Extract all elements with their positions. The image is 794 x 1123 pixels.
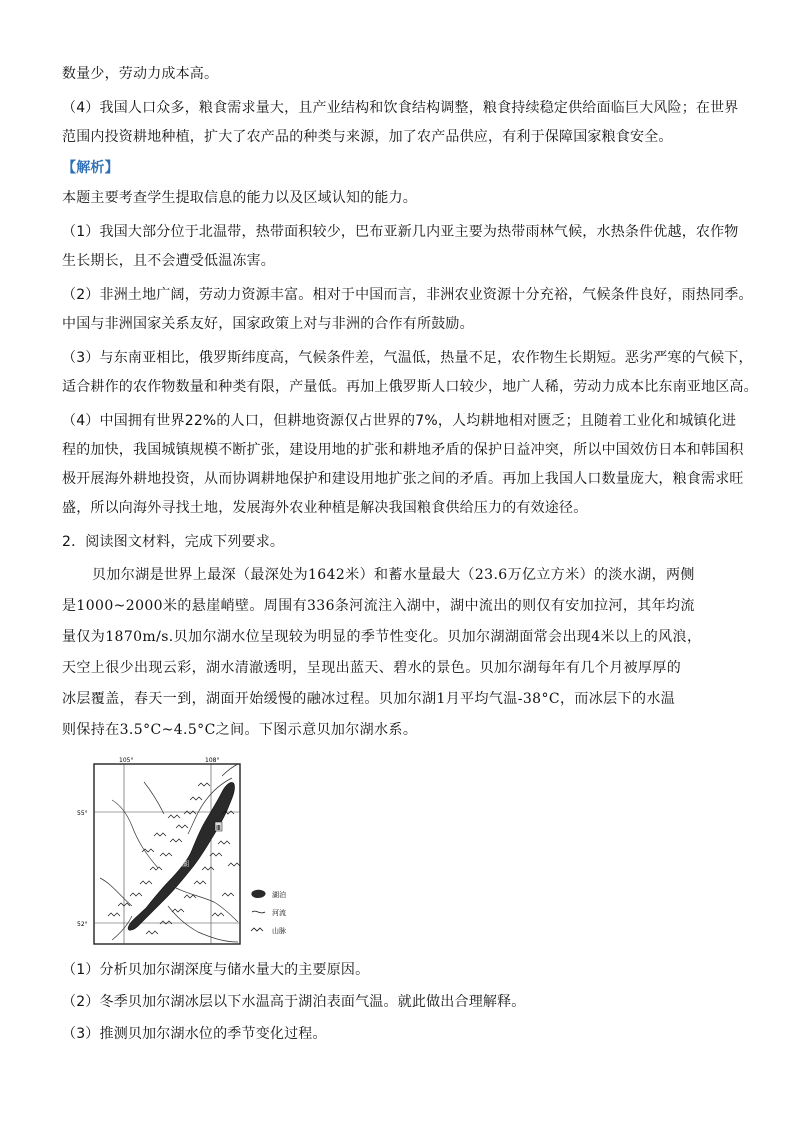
lon-label-108: 108° <box>205 757 220 764</box>
mountain-symbol <box>108 913 120 916</box>
lat-label-55: 55° <box>77 810 88 817</box>
material-line-1: 贝加尔湖是世界上最深（最深处为1642米）和蓄水量最大（23.6万亿立方米）的淡水湖，两侧 <box>92 567 695 583</box>
mountain-symbol <box>130 893 142 896</box>
mountain-symbol <box>228 863 240 866</box>
map-legend <box>251 890 286 935</box>
material-line-4: 天空上很少出现云彩，湖水清澈透明，呈现出蓝天、碧水的景色。贝加尔湖每年有几个月被厚厚的 <box>62 660 682 676</box>
mountain-symbol <box>222 893 234 896</box>
baikal-map <box>72 756 312 948</box>
analysis-2-line-1: （2）非洲土地广阔，劳动力资源丰富。相对于中国而言，非洲农业资源十分充裕，气候条件良好，雨热同季。 <box>62 287 753 303</box>
river <box>176 888 238 922</box>
mountain-symbol <box>150 867 162 870</box>
lake-label-hu: 湖 <box>182 860 189 868</box>
river <box>144 782 164 814</box>
lon-label-105: 105° <box>119 757 134 764</box>
analysis-4-line-2: 程的加快，我国城镇规模不断扩张，建设用地的扩张和耕地矛盾的保护日益冲突，所以中国效仿日本和韩国积 <box>62 442 744 458</box>
material-line-2: 是1000~2000米的悬崖峭壁。周围有336条河流注入湖中，湖中流出的则仅有安加拉河，其年均流 <box>62 598 695 614</box>
mountain-symbol <box>190 797 202 800</box>
analysis-4-line-3: 极开展海外耕地投资，从而协调耕地保护和建设用地扩张之间的矛盾。再加上我国人口数量庞大，粮食需求旺 <box>62 471 744 487</box>
legend-river-symbol <box>252 911 265 913</box>
question-2-3: （3）推测贝加尔湖水位的季节变化过程。 <box>62 1026 327 1042</box>
mountain-symbol <box>170 839 182 842</box>
mountain-symbol <box>176 825 188 828</box>
analysis-3-line-2: 适合耕作的农作物数量和种类有限，产量低。再加上俄罗斯人口较少，地广人稀，劳动力成本比东南亚地区高。 <box>62 379 758 395</box>
mountain-symbol <box>146 931 158 934</box>
analysis-intro: 本题主要考查学生提取信息的能力以及区域认知的能力。 <box>62 190 417 206</box>
legend-lake-symbol <box>251 890 265 898</box>
mountain-symbol <box>210 853 222 856</box>
question-2-heading: 2．阅读图文材料，完成下列要求。 <box>62 534 285 550</box>
mountain-symbol <box>218 841 230 844</box>
text-line: 数量少，劳动力成本高。 <box>62 66 219 82</box>
river <box>112 800 158 868</box>
mountain-symbol <box>160 921 172 924</box>
answer-4-line-1: （4）我国人口众多，粮食需求量大，且产业结构和饮食结构调整，粮食持续稳定供给面临巨大风险；在世界 <box>62 100 739 116</box>
mountain-symbol <box>154 833 166 836</box>
analysis-tag: 【解析】 <box>62 160 119 176</box>
mountain-symbol <box>212 913 224 916</box>
lake-label-3: Ⅲ <box>216 824 221 832</box>
analysis-4-line-4: 盛，所以向海外寻找土地，发展海外农业种植是解决我国粮食供给压力的有效途径。 <box>62 500 588 516</box>
legend-mountain-label: 山脉 <box>272 927 286 935</box>
analysis-3-line-1: （3）与东南亚相比，俄罗斯纬度高，气候条件差，气温低，热量不足，农作物生长期短。恶劣严寒的气候下， <box>62 350 753 366</box>
legend-river-label: 河流 <box>272 909 286 917</box>
river <box>100 878 132 906</box>
lat-label-52: 52° <box>77 921 88 928</box>
river <box>222 764 238 776</box>
mountain-symbol <box>184 811 196 814</box>
analysis-1-line-1: （1）我国大部分位于北温带，热带面积较少，巴布亚新几内亚主要为热带雨林气候，水热条件优越，农作物 <box>62 224 739 240</box>
mountain-symbol <box>194 881 206 884</box>
analysis-1-line-2: 生长期长，且不会遭受低温冻害。 <box>62 253 275 269</box>
question-2-2: （2）冬季贝加尔湖冰层以下水温高于湖泊表面气温。就此做出合理解释。 <box>62 994 526 1010</box>
mountain-symbol <box>172 909 184 912</box>
mountain-symbol <box>160 853 172 856</box>
question-2-1: （1）分析贝加尔湖深度与储水量大的主要原因。 <box>62 962 370 978</box>
mountain-symbol <box>140 881 152 884</box>
analysis-2-line-2: 中国与非洲国家关系友好，国家政策上对与非洲的合作有所鼓励。 <box>62 316 474 332</box>
lake-baikal <box>128 782 235 930</box>
answer-4-line-2: 范围内投资耕地种植，扩大了农产品的种类与来源，加了农产品供应，有利于保障国家粮食安全。 <box>62 129 673 145</box>
mountain-symbol <box>184 895 196 898</box>
material-line-6: 则保持在3.5°C~4.5°C之间。下图示意贝加尔湖水系。 <box>62 722 418 738</box>
mountain-symbol <box>202 867 214 870</box>
material-line-5: 冰层覆盖，春天一到，湖面开始缓慢的融冰过程。贝加尔湖1月平均气温-38°C，而冰层下的水温 <box>62 691 676 707</box>
mountain-symbol <box>198 783 210 786</box>
legend-mountain-symbol <box>251 928 263 931</box>
legend-lake-label: 湖泊 <box>272 891 286 899</box>
mountain-symbol <box>168 815 180 818</box>
analysis-4-line-1: （4）中国拥有世界22%的人口，但耕地资源仅占世界的7%，人均耕地相对匮乏；且随着工业化和城镇化进 <box>62 413 737 429</box>
material-line-3: 量仅为1870m/s.贝加尔湖水位呈现较为明显的季节性变化。贝加尔湖湖面常会出现4米以上的风浪， <box>62 629 702 645</box>
